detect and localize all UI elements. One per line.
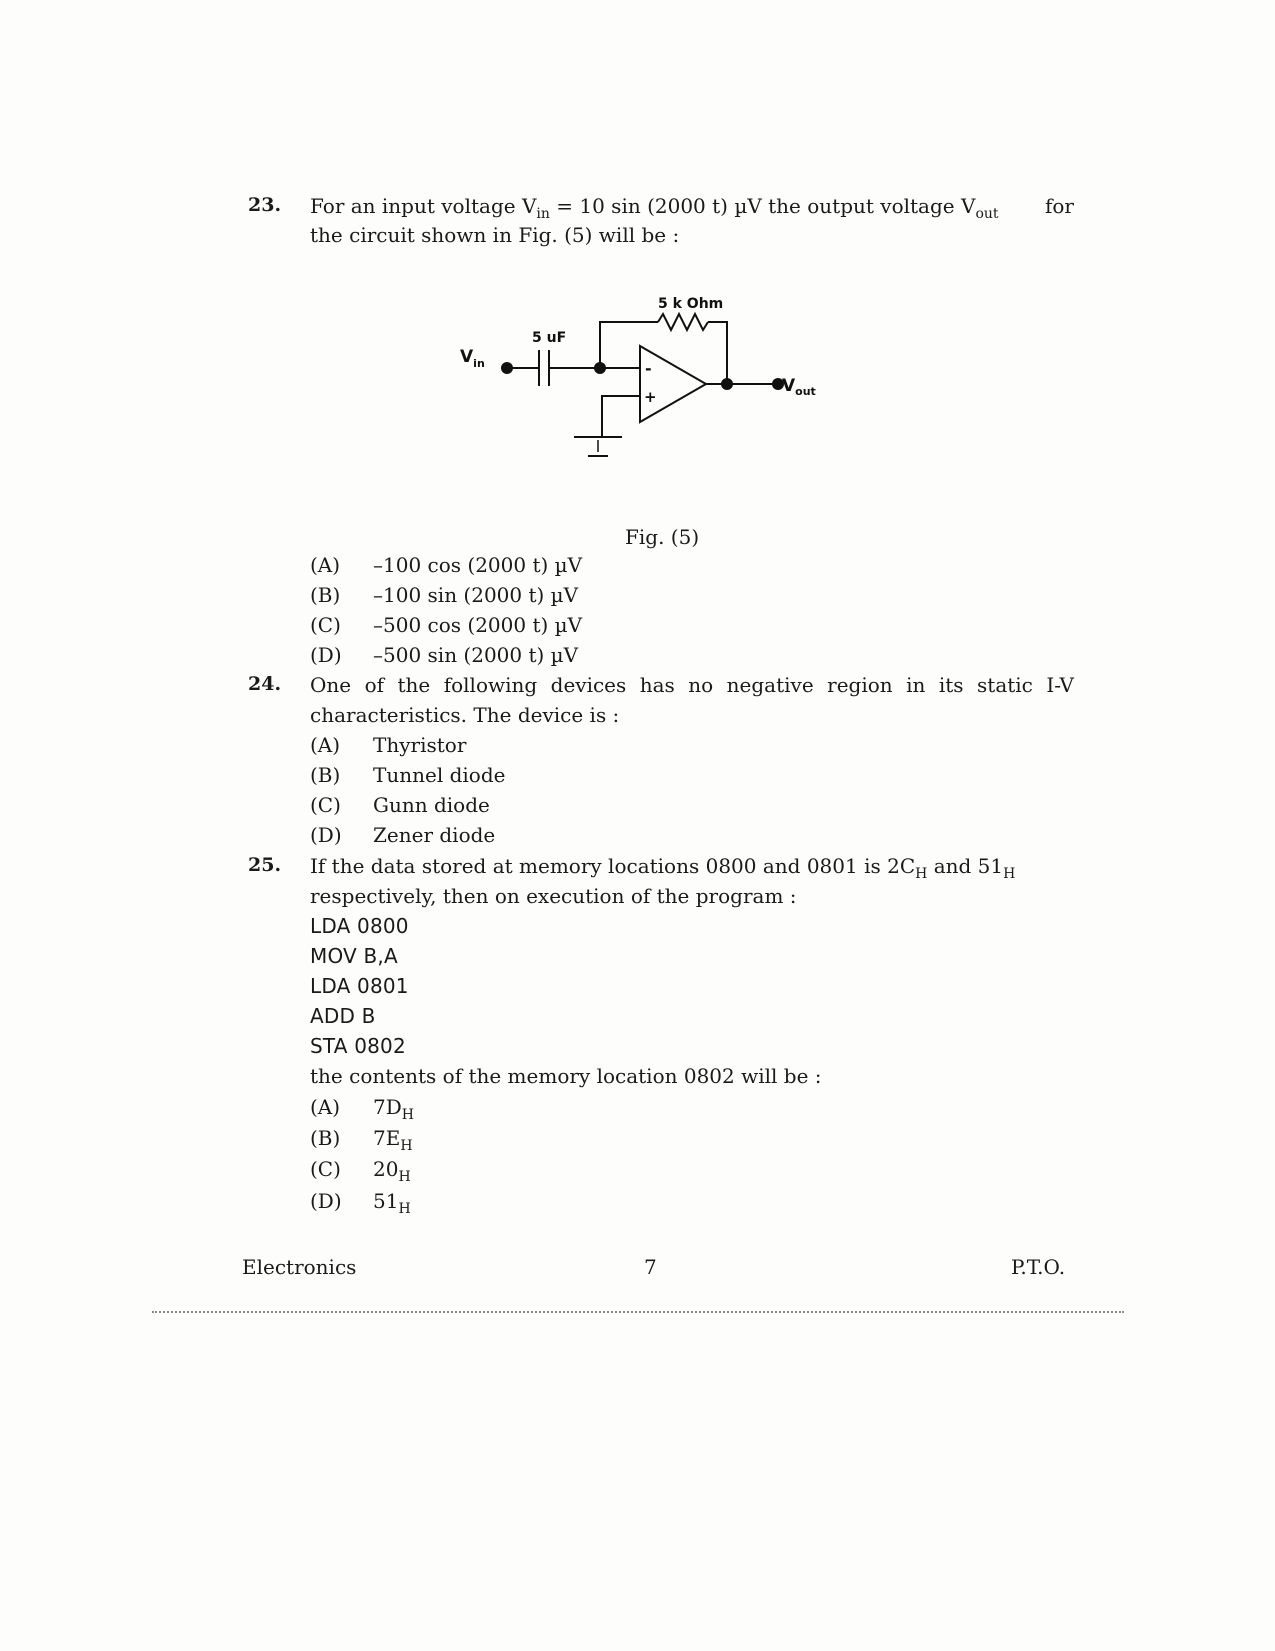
q25-option-d-letter: (D) — [310, 1189, 342, 1213]
question-24-stem-line2: characteristics. The device is : — [310, 703, 620, 727]
question-23-stem-line1 — [310, 194, 1074, 222]
footer-page-number: 7 — [644, 1255, 657, 1279]
resistor-label: 5 k Ohm — [658, 296, 724, 312]
program-line-4: ADD B — [310, 1004, 376, 1028]
q24-option-a-text: Thyristor — [373, 733, 467, 757]
question-23-stem-line2: the circuit shown in Fig. (5) will be : — [310, 223, 680, 247]
vout-label — [782, 376, 816, 398]
footer-pto: P.T.O. — [1011, 1255, 1066, 1279]
question-25-stem-after: the contents of the memory location 0802 will be : — [310, 1064, 822, 1088]
q23-option-a-letter: (A) — [310, 553, 341, 577]
q25-option-c-value: 20 — [373, 1157, 399, 1181]
footer-subject: Electronics — [242, 1255, 357, 1279]
q25-option-b-value: 7E — [373, 1126, 401, 1150]
question-25-stem-line1 — [310, 854, 1074, 882]
feedback-resistor — [658, 314, 708, 330]
op-amp-plus: + — [644, 388, 657, 406]
q24-option-d-letter: (D) — [310, 823, 342, 847]
program-line-2: MOV B,A — [310, 944, 398, 968]
q25-option-a-letter: (A) — [310, 1095, 341, 1119]
vin-label-main: V — [460, 347, 474, 367]
q23-stem-sub-out: out — [975, 206, 999, 222]
question-23-number: 23. — [248, 194, 282, 216]
program-line-3: LDA 0801 — [310, 974, 409, 998]
q25-stem-part-a: If the data stored at memory locations 0800 and 0801 is 2C — [310, 854, 916, 878]
op-amp-differentiator-circuit — [460, 290, 880, 490]
q25-option-a-value: 7D — [373, 1095, 402, 1119]
figure-caption: Fig. (5) — [625, 525, 700, 549]
q24-option-b-text: Tunnel diode — [373, 763, 506, 787]
q23-option-a-text: –100 cos (2000 t) µV — [373, 553, 583, 577]
q25-option-d-sub: H — [398, 1201, 411, 1217]
q23-stem-sub-in: in — [536, 206, 550, 222]
q24-option-a-letter: (A) — [310, 733, 341, 757]
q25-stem-sub-2: H — [1003, 866, 1016, 882]
vin-label — [460, 347, 485, 370]
q25-stem-part-b: and 51 — [927, 854, 1004, 878]
q23-stem-part-a: For an input voltage V — [310, 194, 537, 218]
question-24-number: 24. — [248, 673, 282, 695]
q23-option-c-letter: (C) — [310, 613, 341, 637]
output-node — [721, 378, 733, 390]
question-24-stem-line1: One of the following devices has no negative region in its static I-V — [310, 673, 1074, 697]
q24-option-c-letter: (C) — [310, 793, 341, 817]
vin-label-sub: in — [473, 357, 485, 370]
q23-stem-part-b: = 10 sin (2000 t) µV the output voltage V — [549, 194, 976, 218]
q23-option-d-text: –500 sin (2000 t) µV — [373, 643, 579, 667]
q25-option-c-text — [373, 1157, 411, 1185]
q25-option-d-value: 51 — [373, 1189, 399, 1213]
q25-option-b-text — [373, 1126, 413, 1154]
op-amp-minus: - — [645, 359, 652, 378]
vout-label-sub: out — [795, 385, 816, 398]
question-25-stem-line2: respectively, then on execution of the program : — [310, 884, 797, 908]
q25-option-c-sub: H — [398, 1169, 411, 1185]
feedback-wire-right — [708, 322, 727, 384]
capacitor-label: 5 uF — [532, 330, 567, 346]
op-amp-symbol — [640, 346, 706, 422]
footer-dotted-rule — [152, 1311, 1124, 1313]
q24-option-c-text: Gunn diode — [373, 793, 490, 817]
q25-stem-wrap — [310, 854, 1016, 882]
q25-option-a-text — [373, 1095, 414, 1123]
q25-option-b-letter: (B) — [310, 1126, 341, 1150]
question-25-number: 25. — [248, 854, 282, 876]
q23-option-c-text: –500 cos (2000 t) µV — [373, 613, 583, 637]
program-line-5: STA 0802 — [310, 1034, 406, 1058]
program-line-1: LDA 0800 — [310, 914, 409, 938]
q24-option-d-text: Zener diode — [373, 823, 496, 847]
non-inverting-input-wire — [602, 396, 640, 437]
q25-option-d-text — [373, 1189, 411, 1217]
q25-stem-sub-1: H — [915, 866, 928, 882]
q24-option-b-letter: (B) — [310, 763, 341, 787]
q25-option-a-sub: H — [401, 1107, 414, 1123]
q23-option-d-letter: (D) — [310, 643, 342, 667]
q23-stem-part-c: for — [1044, 194, 1074, 218]
vout-label-main: V — [782, 376, 796, 396]
q25-option-c-letter: (C) — [310, 1157, 341, 1181]
q25-option-b-sub: H — [400, 1138, 413, 1154]
q23-option-b-text: –100 sin (2000 t) µV — [373, 583, 579, 607]
q23-option-b-letter: (B) — [310, 583, 341, 607]
